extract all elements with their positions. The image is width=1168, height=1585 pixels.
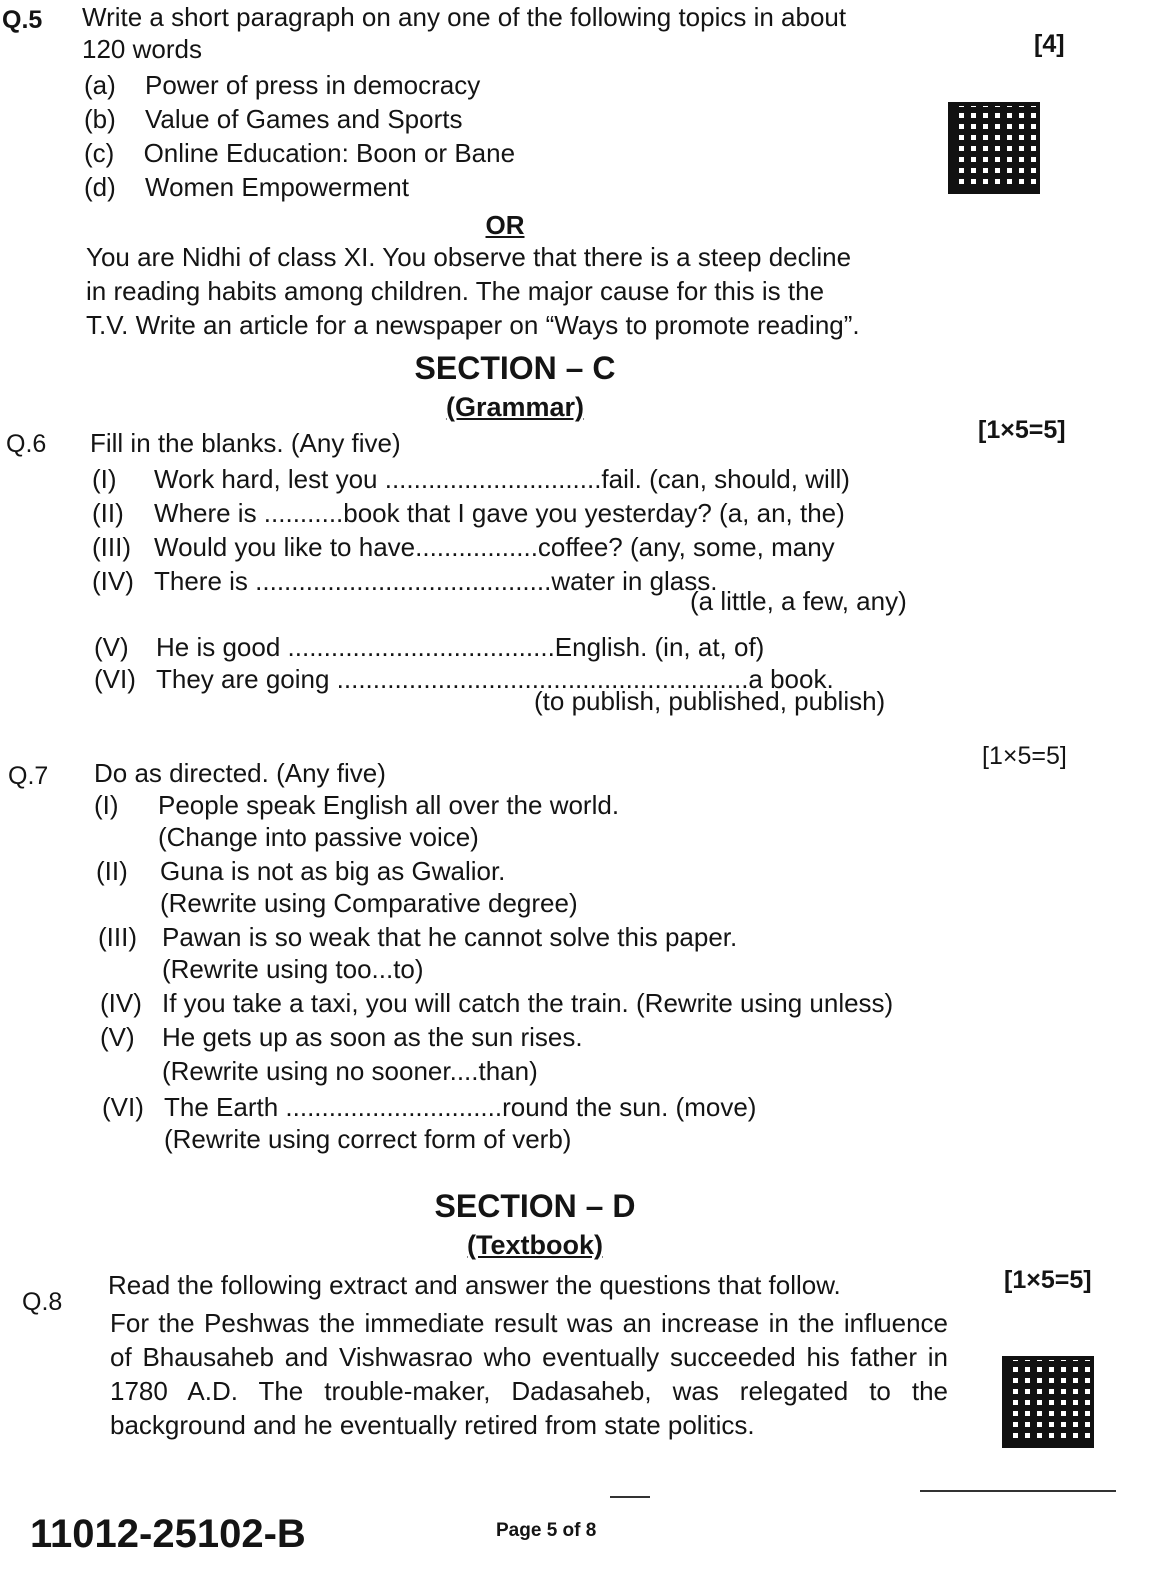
option-label: (a) xyxy=(84,70,116,100)
footer-rule-left xyxy=(610,1496,650,1498)
q5-alt-line2: in reading habits among children. The major cause for this is the xyxy=(86,276,825,306)
item-label: (V) xyxy=(100,1022,135,1052)
q6-marks: [1×5=5] xyxy=(978,416,1066,444)
q7-prompt: Do as directed. (Any five) xyxy=(94,758,386,788)
section-c-subtitle: (Grammar) xyxy=(445,392,585,422)
item-label: (II) xyxy=(92,498,124,528)
q7-item-4 xyxy=(100,988,893,1019)
q7-item-1-direction: (Change into passive voice) xyxy=(158,822,479,852)
option-label: (d) xyxy=(84,172,116,202)
item-label: (VI) xyxy=(94,664,136,694)
q7-item-6 xyxy=(102,1092,756,1123)
item-label: (VI) xyxy=(102,1092,144,1122)
q5-option-a xyxy=(84,70,480,101)
q6-item-6-options: (to publish, published, publish) xyxy=(534,686,886,716)
item-text: Where is ...........book that I gave you yesterday? (a, an, the) xyxy=(154,498,845,528)
q6-item-4-options: (a little, a few, any) xyxy=(690,586,907,616)
item-label: (III) xyxy=(98,922,137,952)
q5-option-d xyxy=(84,172,409,203)
item-label: (III) xyxy=(92,532,131,562)
q7-item-1 xyxy=(94,790,619,821)
q5-marks: [4] xyxy=(1034,30,1065,58)
footer-rule-right xyxy=(920,1490,1116,1492)
option-text: Women Empowerment xyxy=(145,172,409,202)
item-label: (II) xyxy=(96,856,128,886)
q8-prompt: Read the following extract and answer the questions that follow. xyxy=(108,1270,841,1300)
section-c-title: SECTION – C xyxy=(414,350,616,386)
item-text: They are going .........................................................a book. xyxy=(156,664,834,694)
q7-item-3 xyxy=(98,922,737,953)
item-text: Would you like to have.................coffee? (any, some, many xyxy=(154,532,835,562)
q7-item-3-direction: (Rewrite using too...to) xyxy=(162,954,424,984)
item-text: If you take a taxi, you will catch the train. (Rewrite using unless) xyxy=(162,988,894,1018)
qr-code-top xyxy=(948,102,1040,194)
option-text: Value of Games and Sports xyxy=(145,104,463,134)
q7-number: Q.7 xyxy=(8,762,49,790)
q6-item-1 xyxy=(92,464,850,495)
paper-code: 11012-25102-B xyxy=(30,1512,306,1556)
option-label: (c) xyxy=(84,138,115,168)
q6-prompt: Fill in the blanks. (Any five) xyxy=(90,428,401,458)
q5-number: Q.5 xyxy=(2,6,43,34)
item-text: Work hard, lest you ..............................fail. (can, should, will) xyxy=(154,464,850,494)
section-d-subtitle: (Textbook) xyxy=(467,1230,603,1260)
q5-prompt-line1: Write a short paragraph on any one of the following topics in about xyxy=(82,2,847,32)
q7-marks: [1×5=5] xyxy=(982,742,1067,770)
section-d-title: SECTION – D xyxy=(434,1188,636,1224)
q5-alt-line1: You are Nidhi of class XI. You observe that there is a steep decline xyxy=(86,242,852,272)
item-text: The Earth ..............................round the sun. (move) xyxy=(164,1092,757,1122)
item-label: (IV) xyxy=(92,566,134,596)
item-text: People speak English all over the world. xyxy=(158,790,620,820)
q6-item-3 xyxy=(92,532,835,563)
q7-item-2 xyxy=(96,856,505,887)
q5-alt-line3: T.V. Write an article for a newspaper on “Ways to promote reading”. xyxy=(86,310,860,340)
qr-code-bottom xyxy=(1002,1356,1094,1448)
q6-number: Q.6 xyxy=(6,430,47,458)
q6-item-2 xyxy=(92,498,845,529)
item-label: (I) xyxy=(92,464,117,494)
q7-item-5-direction: (Rewrite using no sooner....than) xyxy=(162,1056,538,1086)
q6-item-5 xyxy=(94,632,764,663)
item-label: (V) xyxy=(94,632,129,662)
item-label: (IV) xyxy=(100,988,142,1018)
q5-prompt-line2: 120 words xyxy=(82,34,202,64)
q5-option-c xyxy=(84,138,515,169)
q8-marks: [1×5=5] xyxy=(1004,1266,1092,1294)
page-number: Page 5 of 8 xyxy=(496,1520,597,1541)
item-text: There is .........................................water in glass. xyxy=(154,566,718,596)
q7-item-2-direction: (Rewrite using Comparative degree) xyxy=(160,888,578,918)
q8-number: Q.8 xyxy=(22,1288,63,1316)
option-text: Online Education: Boon or Bane xyxy=(143,138,516,168)
option-text: Power of press in democracy xyxy=(145,70,481,100)
item-text: He is good .....................................English. (in, at, of) xyxy=(156,632,765,662)
q5-or: OR xyxy=(485,210,525,240)
item-text: Guna is not as big as Gwalior. xyxy=(160,856,506,886)
q7-item-6-direction: (Rewrite using correct form of verb) xyxy=(164,1124,572,1154)
q6-item-4 xyxy=(92,566,718,597)
item-label: (I) xyxy=(94,790,119,820)
q7-item-5 xyxy=(100,1022,583,1053)
item-text: He gets up as soon as the sun rises. xyxy=(162,1022,583,1052)
option-label: (b) xyxy=(84,104,116,134)
q8-extract: For the Peshwas the immediate result was an increase in the influence of Bhausaheb and Vishwasrao who eventually succeeded his father in 1780 A.D. The trouble-maker, Dadasaheb, was relegated to the background and he eventually retired from state politics. xyxy=(110,1308,948,1440)
item-text: Pawan is so weak that he cannot solve this paper. xyxy=(162,922,738,952)
q5-option-b xyxy=(84,104,463,135)
